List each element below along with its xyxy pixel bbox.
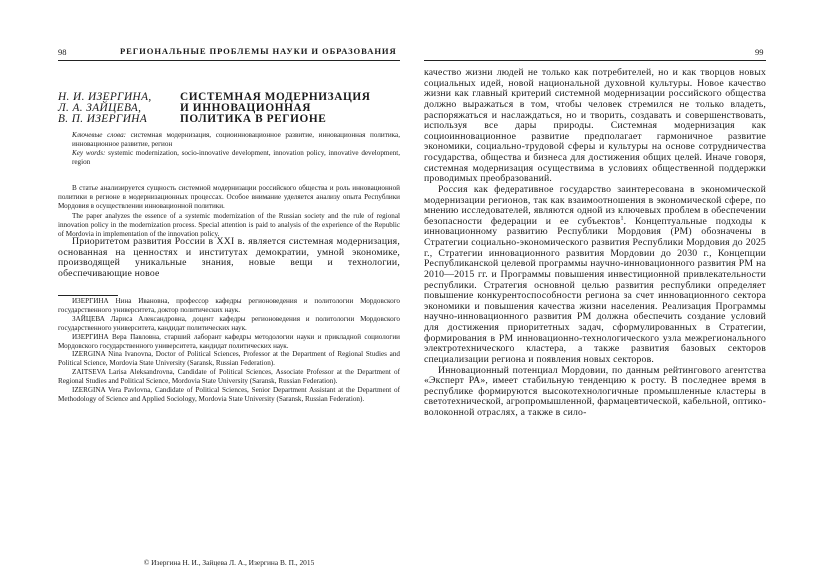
title-line-2: И ИННОВАЦИОННАЯ [180,102,311,115]
authors-block [58,92,178,126]
right-paragraph-2 [424,185,766,366]
article-title [180,92,400,126]
author-bios [58,297,400,404]
title-line-1: СИСТЕМНАЯ МОДЕРНИЗАЦИЯ [180,91,371,103]
keywords-ru-text: системная модернизация, социоинновационное развитие, инновационная политика, инновационное развитие, регион [72,131,400,148]
bio-1: ИЗЕРГИНА Нина Ивановна, профессор кафедры регионоведения и политологии Мордовского государственного университета, доктор политических наук. [58,297,400,314]
body-paragraph-start: Приоритетом развития России в XXI в. является системная модернизация, основанная на ценностях и институтах демократии, умной экономике, производящей уникальные знания, новые вещи и технологии, обеспечивающие новое [58,236,400,279]
author-1: Н. И. ИЗЕРГИНА, [58,91,152,103]
header-rule-left [58,60,400,61]
header-rule-right [424,60,766,61]
bio-4: IZERGINA Nina Ivanovna, Doctor of Political Sciences, Professor at the Department of Regional Studies and Political Science, Mordovia State University (Saransk, Russian Federation). [58,350,400,368]
keywords-en [72,149,400,167]
footnote-marker: 1 [620,215,624,222]
right-page-number: 99 [755,47,764,57]
keywords-ru [72,131,400,149]
right-paragraph-3: Инновационный потенциал Мордовии, по данным рейтингового агентства «Эксперт РА», имеет стабильную тенденцию к росту. В последнее время в республике формируются высокотехнологичные промышленные кластеры в светотехнической, агропромышленной, фармацевтической, кабельной, оптико-волоконной отраслях, а также в сило- [424,364,766,418]
running-head: РЕГИОНАЛЬНЫЕ ПРОБЛЕМЫ НАУКИ И ОБРАЗОВАНИЯ [120,46,397,56]
abstract-en: The paper analyzes the essence of a systemic modernization of the Russian society and the rule of regional innovation policy in the modernization process. Special attention is paid to analysis of the experience of the Republic of Mordovia in implementation of the innovation policy. [58,211,400,238]
keywords-en-label: Key words: [72,148,106,157]
right-paragraph-1: качество жизни людей не только как потребителей, но и как творцов новых социальных идей, новой национальной духовной культуры. Новое качество жизни как главный критерий системной модернизации российского общества должно выражаться в том, чтобы человек стремился не только владеть, распоряжаться и наслаждаться, но и творить, создавать и совершенствовать, используя все дары природы. Системная модернизация как социоинновационное развитие предполагает гармоничное развитие экономики, социально-трудовой сферы и культуры на основе сотрудничества государства, общества и бизнеса для достижения общих целей. Иначе говоря, системная модернизация осуществима в условиях общественной поддержки проводимых преобразований. [424,67,766,185]
bio-3: ИЗЕРГИНА Вера Павловна, старший лаборант кафедры методологии науки и прикладной социологии Мордовского государственного университета, кандидат политических наук. [58,332,400,350]
right-paragraph-2-part-b: . Концептуальные подходы к инновационному развитию Республики Мордовия (РМ) обозначены в Стратегии социально-экономического развития Республики Мордовия до 2025 г., Стратегии инновационного развития Мордовии до 2030 г., Концепции Республиканской целевой программы научно-инновационного развития РМ на 2010—2015 гг. и Программы повышения инвестиционной привлекательности республики. Стратегия основной целью развития республики определяет повышение конкурентоспособности региона за счет инновационного сектора экономики и повышения качества жизни населения. Реализация Программы научно-инновационного развития РМ должна обеспечить создание условий для достижения приоритетных задач, сформулированных в Стратегии, формирования в РМ инновационно-технологического узла межрегионального электротехнического кластера, а также развития базовых секторов специализации региона и появления новых секторов. [424,215,766,365]
bio-5: ZAITSEVA Larisa Aleksandrovna, Candidate of Political Sciences, Associate Professor at the Department of Regional Studies and Political Science, Mordovia State University (Saransk, Russian Federation). [58,368,400,386]
body-text-right [424,68,766,419]
body-text-left [58,237,400,280]
bio-2: ЗАЙЦЕВА Лариса Александровна, доцент кафедры регионоведения и политологии Мордовского государственного университета, кандидат политических наук. [58,314,400,332]
bio-6: IZERGINA Vera Pavlovna, Candidate of Political Sciences, Senior Department Assistant at the Department of Methodology of Science and Applied Sociology, Mordovia State University (Saransk, Russian Federation). [58,386,400,403]
keywords-ru-label: Ключевые слова: [72,131,127,139]
footnote-separator [58,295,118,296]
left-page-number: 98 [58,47,67,57]
abstract-ru: В статье анализируется сущность системной модернизации российского общества и роль инновационной политики в регионе в модернизационных процессах. Особое внимание уделяется анализу опыта Республики Мордовия в осуществлении инновационной политики. [58,184,400,210]
right-paragraph-2-part-a: Россия как федеративное государство заинтересована в экономической модернизации регионов, так как взаимоотношения в экономической сфере, по мнению исследователей, являются одной из ключевых проблем в обеспечении безопасности федерации и ее субъектов [424,183,766,227]
keywords-block [72,131,400,167]
author-3: В. П. ИЗЕРГИНА [58,113,148,126]
author-2: Л. А. ЗАЙЦЕВА, [58,102,142,115]
copyright-line: © Изергина Н. И., Зайцева Л. А., Изергина В. П., 2015 [143,558,315,567]
abstract-block [58,184,400,238]
keywords-en-text: systemic modernization, socio-innovative development, innovation policy, innovative development, region [72,148,400,166]
title-line-3: ПОЛИТИКА В РЕГИОНЕ [180,113,327,126]
